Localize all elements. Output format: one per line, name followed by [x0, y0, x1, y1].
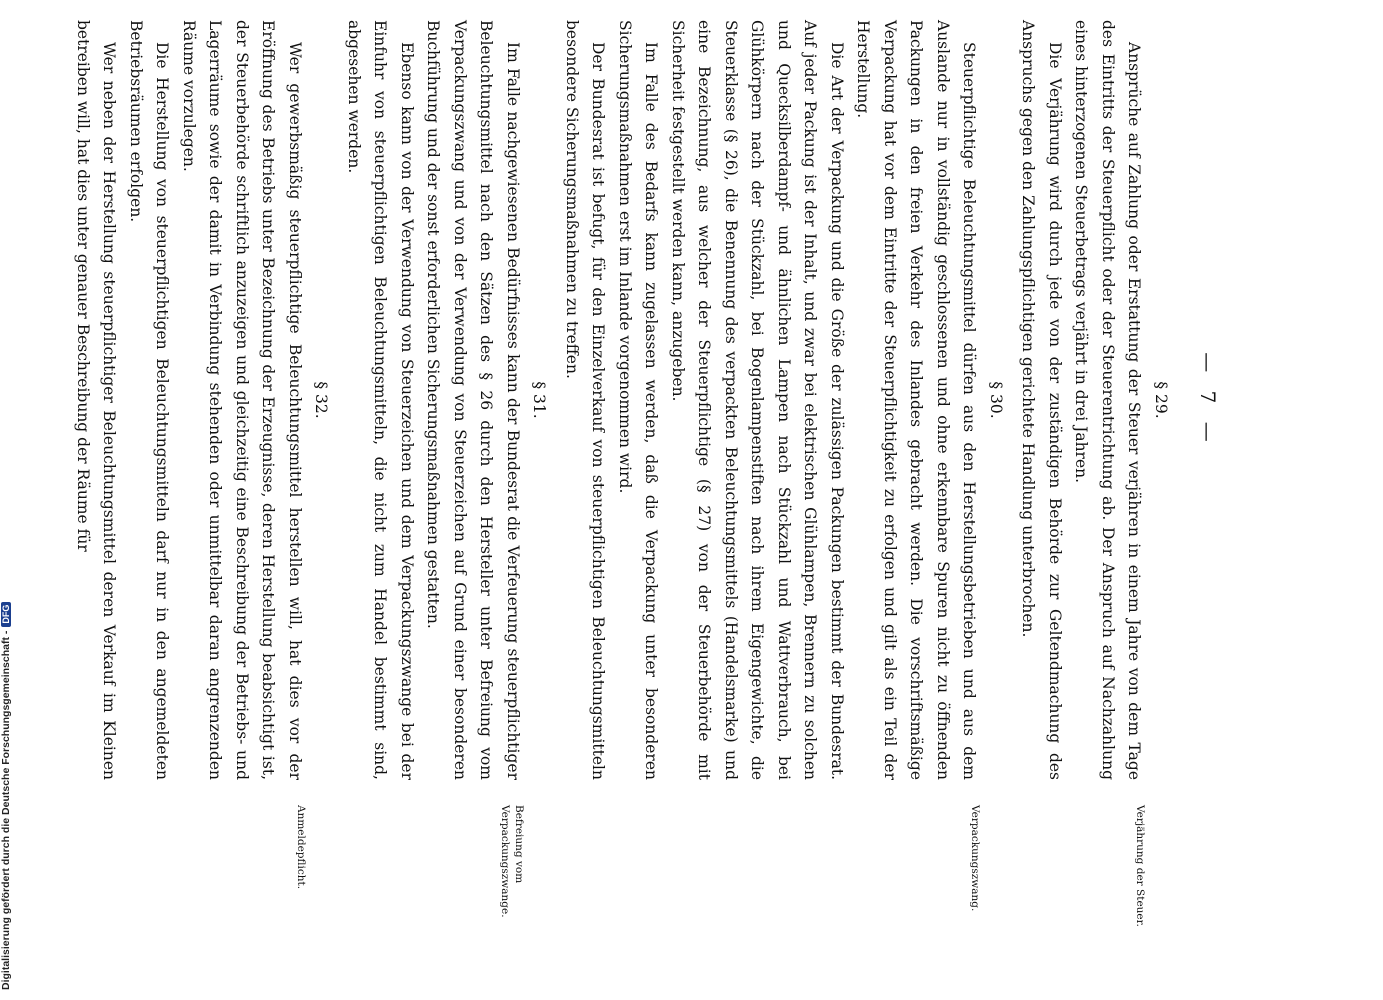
page-body: [70, 20, 1181, 780]
margin-note: Verpackungszwang.: [969, 805, 981, 912]
paragraph: Wer gewerbsmäßig steuerpflichtige Beleuchtungsmittel herstellen will, hat dies vor der Eröffnung des Betriebs unter Bezeichnung der Erzeugnisse, deren Herstellung beabsichtigt ist, der Steuerbehörde schriftlich anzuzeigen und gleichzeitig eine Beschreibung der Betriebs- und Lagerräume sowie der damit in Verbindung stehenden oder unmittelbar daran angrenzenden Räume vorzulegen.: [180, 20, 304, 780]
section-heading: § 30.: [987, 381, 1005, 419]
section-heading: § 32.: [312, 381, 331, 419]
digitization-footer: [0, 0, 12, 1000]
margin-note: Verjährung der Steuer.: [1134, 805, 1146, 927]
section-heading: § 31.: [530, 381, 549, 419]
margin-note: Anmeldepflicht.: [295, 805, 307, 890]
paragraph: Ansprüche auf Zahlung oder Erstattung der Steuer verjähren in einem Jahre von dem Tage des Eintritts der Steuerpflicht oder der Steuerentrichtung ab. Der Anspruch auf Nachzahlung eines hinterzogenen Steuerbetrags verjährt in drei Jahren.: [1072, 20, 1144, 780]
paragraph: Ebenso kann von der Verwendung von Steuerzeichen und dem Verpackungszwange bei der Einfuhr von steuerpflichtigen Beleuchtungsmitteln, die nicht zum Handel bestimmt sind, abgesehen werden.: [345, 20, 416, 780]
paragraph: Im Falle nachgewiesenen Bedürfnisses kann der Bundesrat die Verfeuerung steuerpflichtiger Beleuchtungsmittel nach den Sätzen des § 26 durch den Hersteller unter Befreiung vom Verpackungszwang und von der Verwendung von Steuerzeichen auf Grund einer besonderen Buchführung und der sonst erforderlichen Sicherungsmaßnahmen gestatten.: [424, 20, 522, 780]
section-heading: § 29.: [1152, 381, 1170, 419]
margin-note: Befreiung vom Verpackungszwange.: [499, 805, 525, 918]
dfg-logo: DFG: [1, 602, 11, 627]
paragraph: Der Bundesrat ist befugt, für den Einzelverkauf von steuerpflichtigen Beleuchtungsmitteln besondere Sicherungsmaßnahmen zu treffen.: [563, 20, 608, 780]
page-content-rotated: [74, 20, 1220, 980]
page-number: — 7 —: [1196, 352, 1220, 448]
footer-text: Digitalisierung gefördert durch die Deutsche Forschungsgemeinschaft -: [0, 630, 12, 990]
paragraph: Wer neben der Herstellung steuerpflichtiger Beleuchtungsmittel deren Verkauf im Kleinen betreiben will, hat dies unter genauer Beschreibung der Räume für: [74, 20, 119, 780]
paragraph: Die Herstellung von steuerpflichtigen Beleuchtungsmitteln darf nur in den angemeldeten Betriebsräumen erfolgen.: [127, 20, 172, 780]
paragraph: Steuerpflichtige Beleuchtungsmittel dürfen aus den Herstellungsbetrieben und aus dem Auslande nur in vollständig geschlossenen und ohne erkennbare Spuren nicht zu öffnenden Packungen in den freien Verkehr des Inlandes gebracht werden. Die vorschriftsmäßige Verpackung hat vor dem Eintritte der Steuerpflichtigkeit zu erfolgen und gilt als ein Teil der Herstellung.: [854, 20, 979, 780]
paragraph: Die Verjährung wird durch jede von der zuständigen Behörde zur Geltendmachung des Anspruchs gegen den Zahlungspflichtigen gerichtete Handlung unterbrochen.: [1019, 20, 1064, 780]
paragraph: Im Falle des Bedarfs kann zugelassen werden, daß die Verpackung unter besonderen Sicherungsmaßnahmen erst im Inlande vorgenommen wird.: [616, 20, 661, 780]
paragraph: Die Art der Verpackung und die Größe der zulässigen Packungen bestimmt der Bundesrat. Auf jeder Packung ist der Inhalt, und zwar bei elektrischen Glühlampen, Brennern zu solchen und Quecksilberdampf- und ähnlichen Lampen nach Stückzahl und Wattverbrauch, bei Glühkörpern nach der Stückzahl, bei Bogenlampenstiften nach ihrem Eigengewichte, die Steuerklasse (§ 26), die Benennung des verpackten Beleuchtungsmittels (Handelsmarke) und eine Bezeichnung, aus welcher der Steuerpflichtige (§ 27) von der Steuerbehörde mit Sicherheit festgestellt werden kann, anzugeben.: [669, 20, 846, 780]
